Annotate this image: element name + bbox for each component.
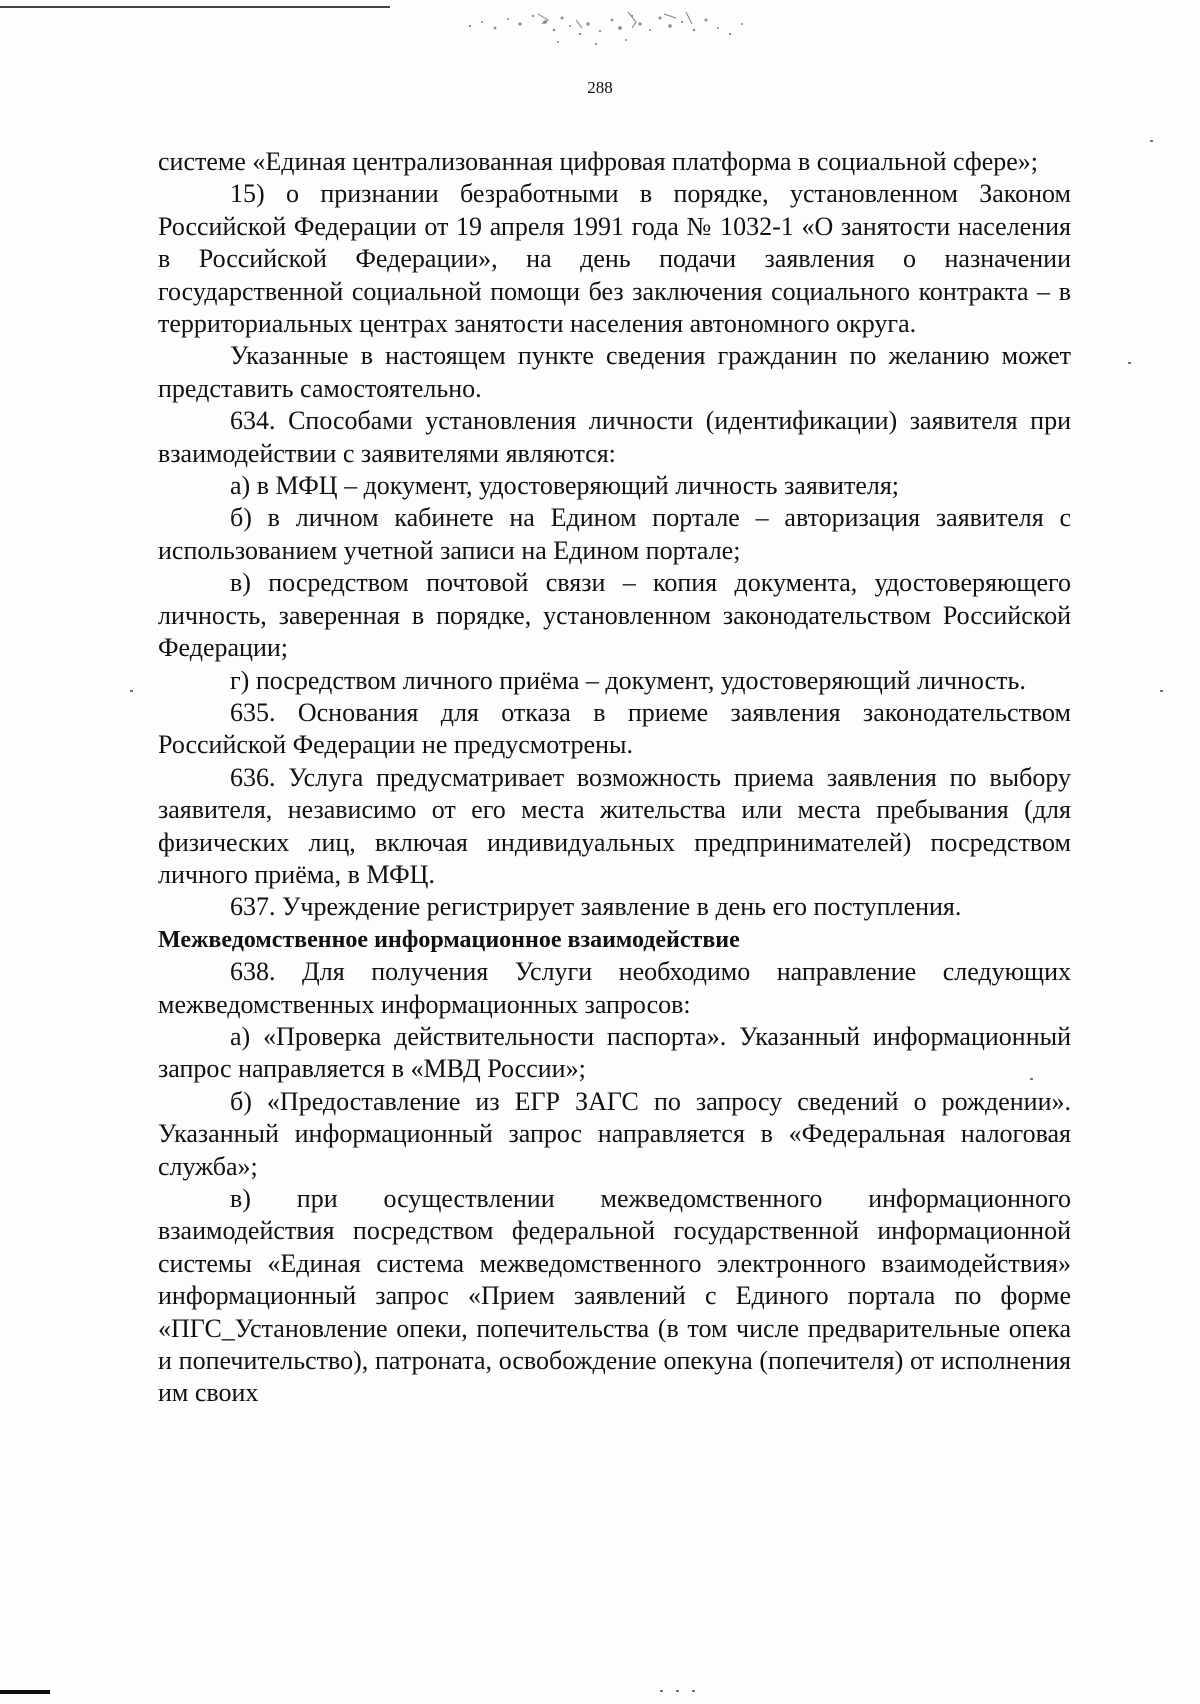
scan-speck bbox=[692, 1690, 695, 1692]
scan-speck bbox=[130, 690, 133, 692]
subitem-b: б) в личном кабинете на Едином портале – авторизация заявителя с использованием учетной записи на Едином портале; bbox=[158, 503, 1071, 565]
subitem-a: а) в МФЦ – документ, удостоверяющий личность заявителя; bbox=[230, 471, 900, 501]
scan-speck bbox=[1128, 362, 1131, 364]
scan-speck bbox=[676, 1690, 679, 1692]
scan-speck bbox=[1150, 140, 1153, 142]
scan-speck bbox=[1030, 1078, 1033, 1080]
paragraph-continuation: системе «Единая централизованная цифровая платформа в социальной сфере»; bbox=[158, 147, 1039, 176]
clause-635: 635. Основания для отказа в приеме заявления законодательством Российской Федерации не предусмотрены. bbox=[158, 697, 1071, 760]
clause-637: 637. Учреждение регистрирует заявление в день его поступления. bbox=[230, 892, 962, 922]
clause-636: 636. Услуга предусматривает возможность приема заявления по выбору заявителя, независимо от его места жительства или места пребывания (для физических лиц, включая индивидуальных предпринимателей) посредством личного приёма, в МФЦ. bbox=[158, 762, 1071, 889]
page-number: 288 bbox=[587, 78, 613, 97]
clause-638: 638. Для получения Услуги необходимо направление следующих межведомственных информационных запросов: bbox=[158, 957, 1071, 1019]
scan-top-rule bbox=[0, 6, 390, 8]
list-item-15: 15) о признании безработными в порядке, установленном Законом Российской Федерации от 19 апреля 1991 года № 1032-1 «О занятости населения в Российской Федерации», на день подачи заявления о назначении государственной социальной помощи без заключения социального контракта – в территориальных центрах занятости населения автономного округа. bbox=[158, 179, 1071, 339]
subitem-v: в) посредством почтовой связи – копия документа, удостоверяющего личность, заверенная в порядке, установленном законодательством Российской Федерации; bbox=[158, 568, 1071, 663]
request-item-v: в) при осуществлении межведомственного информационного взаимодействия посредством федеральной государственной информационной системы «Единая система межведомственного электронного взаимодействия» информационный запрос «Прием заявлений с Единого портала по форме «ПГС_Установление опеки, попечительства (в том числе предварительные опека и попечительство), патроната, освобождение опекуна (попечителя) от исполнения им своих bbox=[158, 1184, 1071, 1408]
paragraph-note: Указанные в настоящем пункте сведения гражданин по желанию может представить самостоятельно. bbox=[158, 341, 1071, 403]
subitem-g: г) посредством личного приёма – документ, удостоверяющий личность. bbox=[230, 665, 1026, 695]
section-heading: Межведомственное информационное взаимодействие bbox=[158, 926, 740, 953]
scan-speck bbox=[1160, 690, 1163, 692]
clause-634: 634. Способами установления личности (идентификации) заявителя при взаимодействии с заявителями являются: bbox=[158, 406, 1071, 468]
scan-speck bbox=[660, 1690, 663, 1692]
scan-bottom-mark bbox=[0, 1690, 50, 1694]
document-body bbox=[158, 146, 1071, 1410]
request-item-a: а) «Проверка действительности паспорта». Указанный информационный запрос направляется в «МВД России»; bbox=[158, 1021, 1071, 1084]
request-item-b: б) «Предоставление из ЕГР ЗАГС по запросу сведений о рождении». Указанный информационный запрос направляется в «Федеральная налоговая служба»; bbox=[158, 1086, 1071, 1181]
scan-noise-mark bbox=[450, 4, 760, 54]
